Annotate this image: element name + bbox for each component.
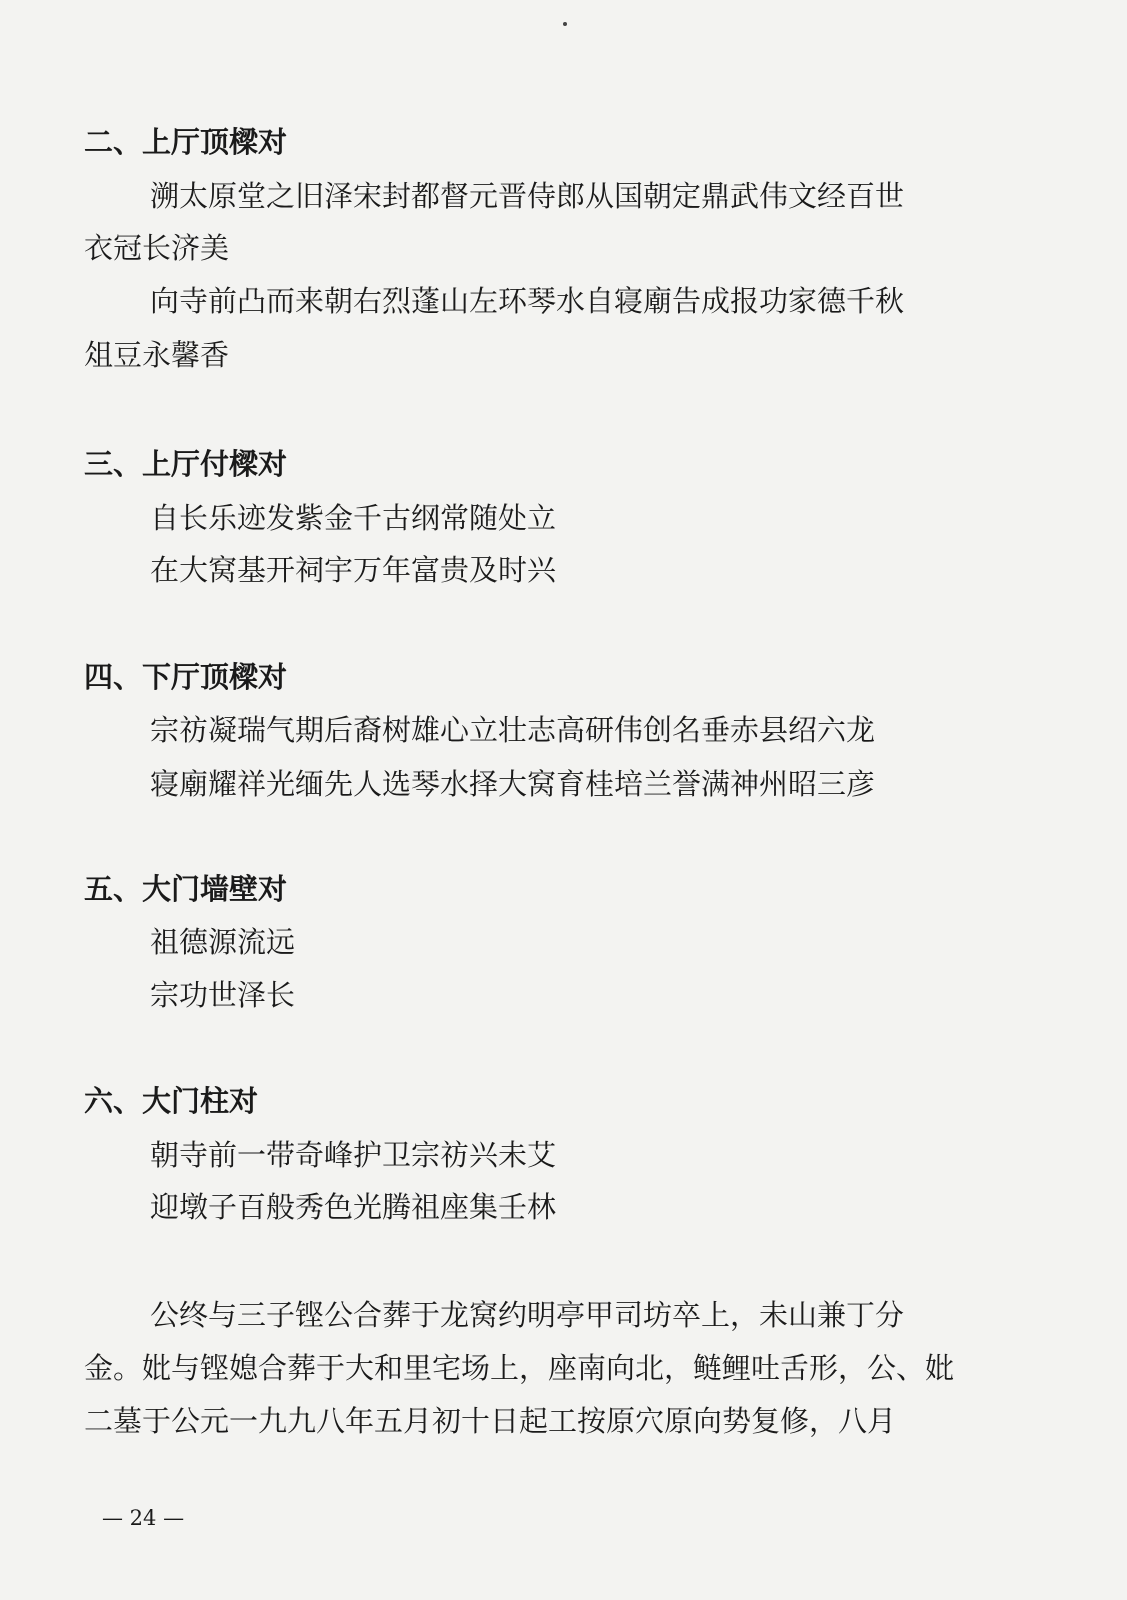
section-heading-5: 五、大门墙壁对 xyxy=(84,872,288,906)
paragraph-line: 二墓于公元一九九八年五月初十日起工按原穴原向势复修，八月 xyxy=(84,1404,897,1438)
couplet-line: 溯太原堂之旧泽宋封都督元晋侍郎从国朝定鼎武伟文经百世 xyxy=(150,179,905,213)
couplet-line: 在大窝基开祠宇万年富贵及时兴 xyxy=(150,553,557,587)
paragraph-line: 金。妣与铿媳合葬于大和里宅场上，座南向北，鲢鲤吐舌形，公、妣 xyxy=(84,1351,955,1385)
couplet-line: 朝寺前一带奇峰护卫宗祊兴未艾 xyxy=(150,1138,557,1172)
couplet-line: 俎豆永馨香 xyxy=(84,338,230,372)
couplet-line: 宗祊凝瑞气期后裔树雄心立壮志高研伟创名垂赤县绍六龙 xyxy=(150,713,876,747)
section-heading-6: 六、大门柱对 xyxy=(84,1084,259,1118)
couplet-line: 祖德源流远 xyxy=(150,925,296,959)
couplet-line: 衣冠长济美 xyxy=(84,231,230,265)
section-heading-4: 四、下厅顶樑对 xyxy=(84,660,288,694)
page-number: — 24 — xyxy=(102,1506,185,1530)
couplet-line: 宗功世泽长 xyxy=(150,978,296,1012)
section-heading-2: 二、上厅顶樑对 xyxy=(84,125,288,159)
paragraph-line: 公终与三子铿公合葬于龙窝约明亭甲司坊卒上，未山兼丁分 xyxy=(150,1298,905,1332)
couplet-line: 迎墩子百般秀色光腾祖座集壬林 xyxy=(150,1190,557,1224)
couplet-line: 向寺前凸而来朝右烈蓬山左环琴水自寝廟告成报功家德千秋 xyxy=(150,284,905,318)
couplet-line: 寝廟耀祥光缅先人选琴水择大窝育桂培兰誉满神州昭三彦 xyxy=(150,767,876,801)
couplet-line: 自长乐迹发紫金千古纲常随处立 xyxy=(150,501,557,535)
section-heading-3: 三、上厅付樑对 xyxy=(84,447,288,481)
scan-speck xyxy=(563,22,567,26)
